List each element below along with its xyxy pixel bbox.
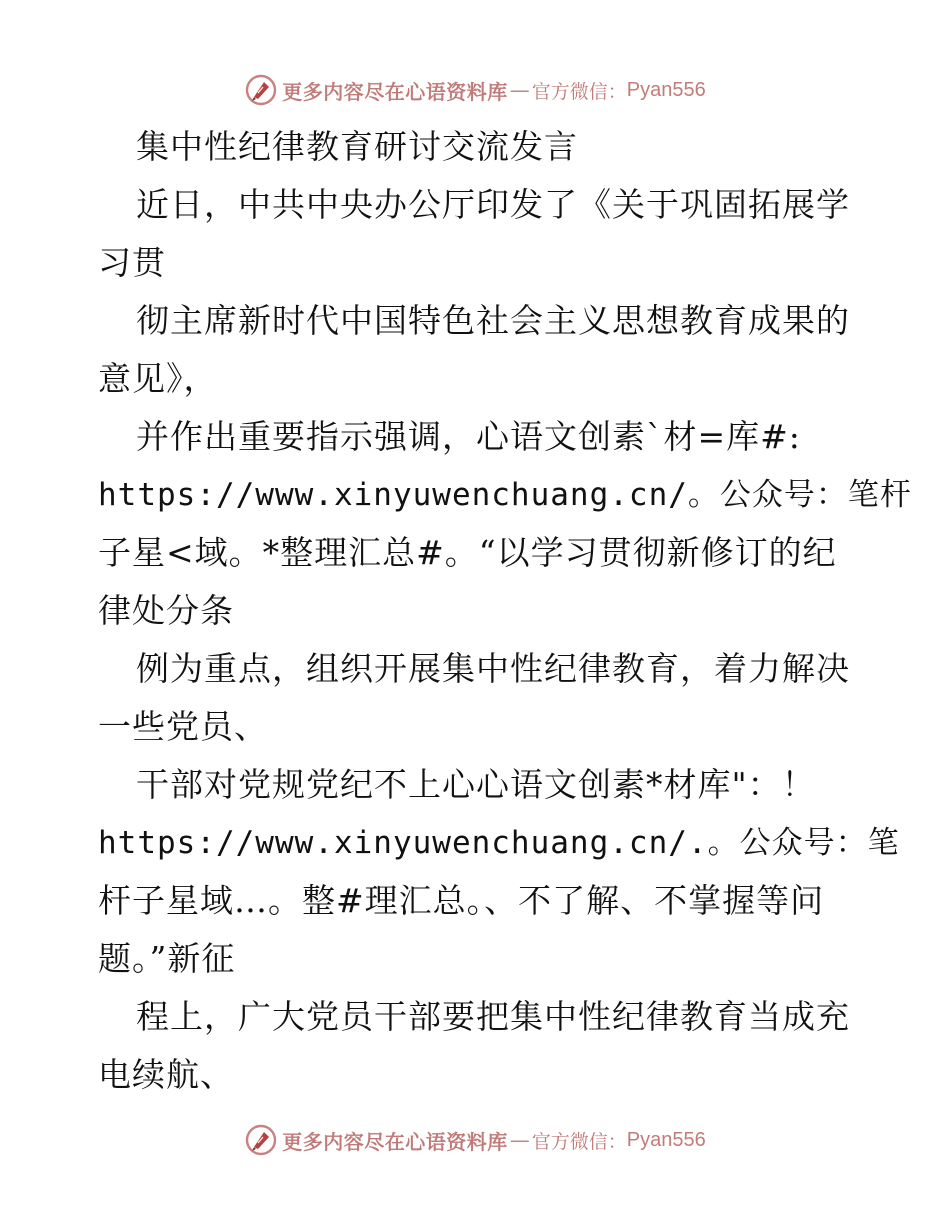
paragraph-line: 并作出重要指示强调，心语文创素`材=库#: [136,417,801,456]
banner-site-text: 更多内容尽在心语资料库 [282,79,508,104]
footer-wechat-id: Pyan556 [626,1128,706,1151]
paragraph-line: 子星<域。*整理汇总#。“以学习贯彻新修订的纪 [98,533,837,572]
paragraph-line: 近日，中共中央办公厅印发了《关于巩固拓展学 [136,185,850,224]
paragraph-line: https://www.xinyuwenchuang.cn/。公众号：笔杆 [98,477,912,513]
banner-wechat-label: 官方微信： [531,80,627,103]
paragraph-line: 题。”新征 [98,939,236,978]
paragraph-line: 程上，广大党员干部要把集中性纪律教育当成充 [136,997,850,1036]
paragraph-line: 一些党员、 [98,707,268,746]
paragraph-line: 意见》， [98,359,218,398]
banner-dash: — [509,78,530,102]
footer-site-text: 更多内容尽在心语资料库 [282,1129,508,1154]
header-banner [0,70,950,110]
paragraph-line: 干部对党规党纪不上心心语文创素*材库"：！ [136,765,816,804]
pen-nib-logo-icon [244,1123,278,1157]
banner-wechat-id: Pyan556 [626,78,706,101]
paragraph-line: 律处分条 [98,591,234,630]
footer-banner [0,1120,950,1160]
paragraph-line: https://www.xinyuwenchuang.cn/.。公众号：笔 [98,825,900,861]
footer-wechat-label: 官方微信： [531,1130,627,1153]
paragraph-line: 彻主席新时代中国特色社会主义思想教育成果的 [136,301,850,340]
document-title: 集中性纪律教育研讨交流发言 [136,127,578,166]
document-body [98,118,912,1104]
paragraph-line: 杆子星域…。整#理汇总。、不了解、不掌握等问 [98,881,825,920]
paragraph-line: 例为重点，组织开展集中性纪律教育，着力解决 [136,649,850,688]
pen-nib-logo-icon [244,73,278,107]
paragraph-line: 电续航、 [98,1055,234,1094]
paragraph-line: 习贯 [98,243,166,282]
footer-dash: — [509,1128,530,1152]
